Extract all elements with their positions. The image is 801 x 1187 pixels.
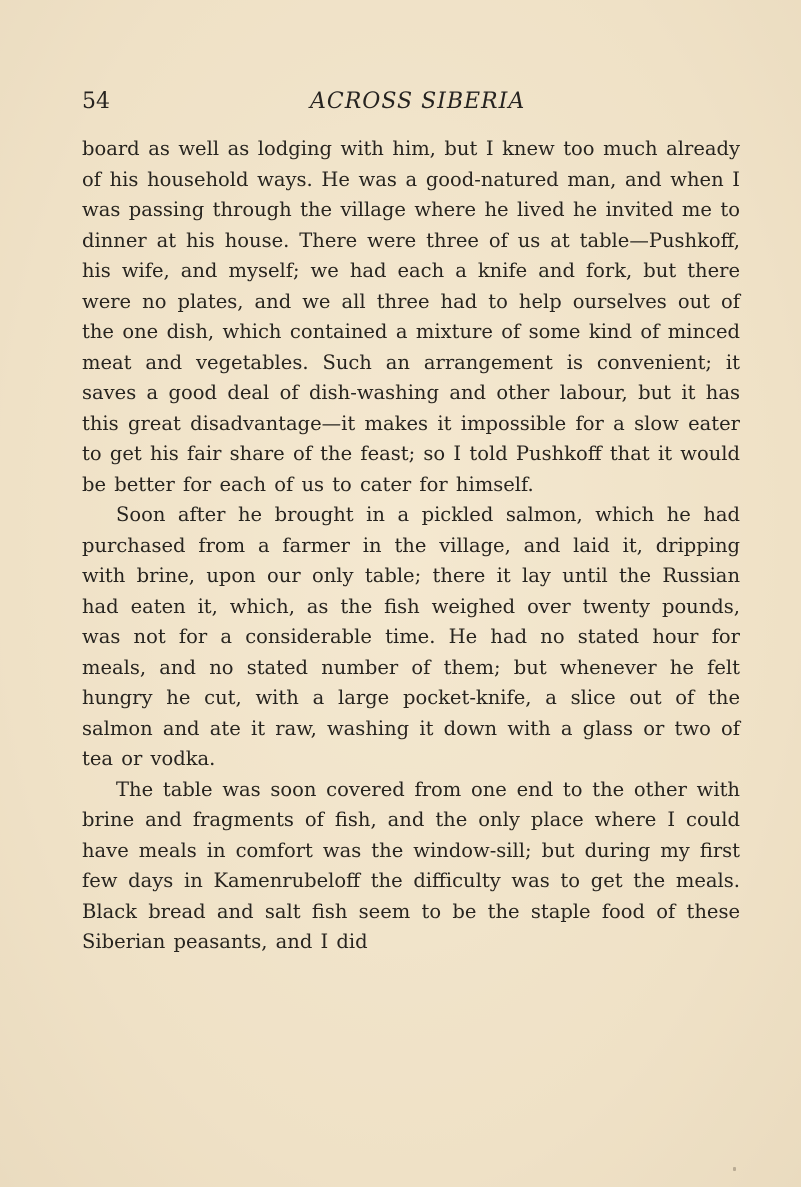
paper-speck (733, 1167, 736, 1171)
paragraph: The table was soon covered from one end to the other with brine and fragments of fish, and the only place where I could have meals in comfort was the window-sill; but during my first few days in Kamenrubeloff the difficulty was to get the meals. Black bread and salt fish seem to be the staple food of these Siberian peasants, and I did (82, 777, 740, 953)
body-text (82, 134, 740, 958)
paragraph: Soon after he brought in a pickled salmon, which he had purchased from a farmer in the village, and laid it, dripping with brine, upon our only table; there it lay until the Russian had eaten it, which, as the fish weighed over twenty pounds, was not for a considerable time. He had no stated hour for meals, and no stated number of them; but whenever he felt hungry he cut, with a large pocket-knife, a slice out of the salmon and ate it raw, washing it down with a glass or two of tea or vodka. (82, 503, 740, 770)
running-head: ACROSS SIBERIA (310, 89, 526, 114)
page-header (82, 88, 742, 118)
page-number: 54 (82, 89, 110, 114)
paragraph: board as well as lodging with him, but I knew too much already of his household ways. He was a good-natured man, and when I was passing through the village where he lived he invited me to dinner at his house. There were three of us at table—Pushkoff, his wife, and myself; we had each a knife and fork, but there were no plates, and we all three had to help ourselves out of the one dish, which contained a mixture of some kind of minced meat and vegetables. Such an arrangement is convenient; it saves a good deal of dish-washing and other labour, but it has this great disadvantage—it makes it impossible for a slow eater to get his fair share of the feast; so I told Pushkoff that it would be better for each of us to cater for himself. (82, 137, 740, 496)
